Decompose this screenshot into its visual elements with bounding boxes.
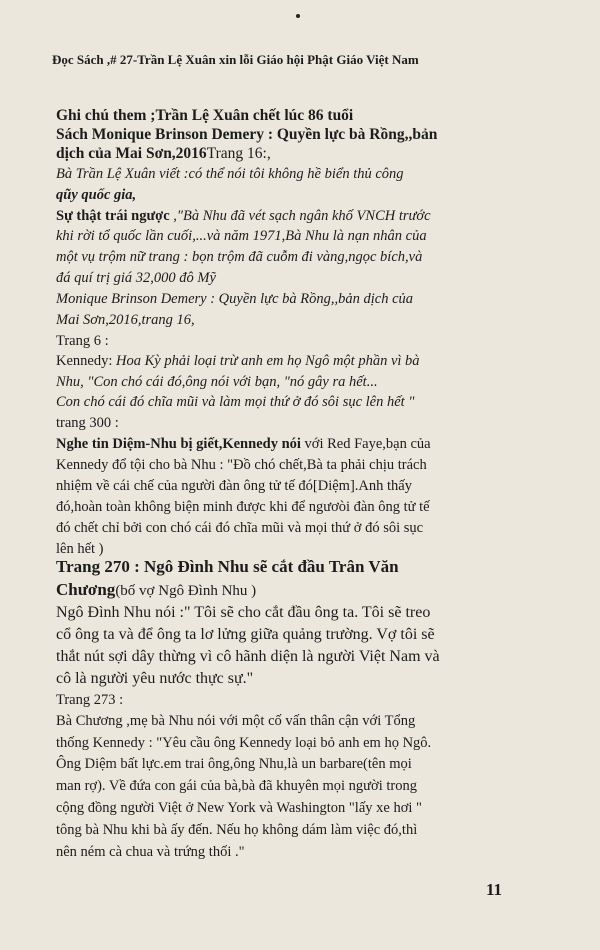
body-line: Ông Diệm bất lực.em trai ông,ông Nhu,là un barbare(tên mọi (56, 756, 412, 772)
body-line: đó,hoàn toàn không biện minh được khi để ngươòi đàn ông tử tế (56, 499, 430, 515)
body-line: đó chết chỉ bởi con chó cái đó chĩa mũi và mọi thứ ở đó sôi sục (56, 520, 424, 536)
note-line: Ghi chú them ;Trần Lệ Xuân chết lúc 86 tuổi (56, 107, 354, 124)
body-line: cổ ông ta và để ông ta lơ lửng giữa quảng trường. Vợ tôi sẽ (56, 626, 435, 643)
body-bold-span: dịch của Mai Sơn,2016 (56, 145, 207, 162)
body-bold-span: Sự thật trái ngược (56, 208, 170, 224)
body-line (56, 353, 560, 370)
body-line: Mai Sơn,2016,trang 16, (56, 312, 195, 328)
body-line: Ngô Đình Nhu nói :" Tôi sẽ cho cắt đầu ông ta. Tôi sẽ treo (56, 604, 431, 621)
body-line: đá quí trị giá 32,000 đô Mỹ (56, 270, 216, 286)
body-italic-span: ,"Bà Nhu đã vét sạch ngân khố VNCH trước (169, 208, 431, 224)
body-span: Trang 16:, (206, 145, 271, 162)
body-line (56, 208, 560, 225)
body-line: Nhu, "Con chó cái đó,ông nói với bạn, "nó gây ra hết... (56, 374, 378, 390)
body-line (56, 145, 560, 163)
body-line: nhiệm về cái chế của người đàn ông tử tế đó[Diệm].Anh thấy (56, 478, 412, 494)
source-line: Sách Monique Brinson Demery : Quyền lực bà Rồng,,bản (56, 126, 438, 143)
body-line: Kennedy đổ tội cho bà Nhu : "Đồ chó chết,Bà ta phải chịu trách (56, 457, 427, 473)
page-dot (296, 14, 300, 18)
section-heading: Trang 270 : Ngô Đình Nhu sẽ cắt đầu Trân Văn (56, 557, 399, 576)
running-header: Đọc Sách ,# 27-Trần Lệ Xuân xin lỗi Giáo hội Phật Giáo Việt Nam (52, 52, 419, 67)
page-reference: Trang 273 : (56, 692, 124, 708)
body-line: khi rời tổ quốc lần cuối,...và năm 1971,Bà Nhu là nạn nhân của (56, 228, 427, 244)
page-number: 11 (486, 880, 503, 899)
page-reference: Trang 6 : (56, 333, 109, 349)
body-bold-span: Nghe tin Diệm-Nhu bị giết,Kennedy nói (56, 436, 301, 452)
page-reference: trang 300 : (56, 415, 119, 431)
body-line: man rợ). Về đứa con gái của bà,bà đã khuyên mọi người trong (56, 778, 417, 794)
body-line: Con chó cái đó chĩa mũi và làm mọi thứ ở đó sôi sục lên hết " (56, 394, 415, 410)
body-bold-span: Chương (56, 580, 116, 599)
body-italic-span: Hoa Kỳ phải loại trừ anh em họ Ngô một phần vì bà (112, 353, 420, 369)
section-heading-cont (56, 580, 560, 600)
body-line (56, 436, 560, 453)
body-span: với Red Faye,bạn của (300, 436, 431, 452)
body-line: thắt nút sợi dây thừng vì cô hãnh diện là người Việt Nam và (56, 648, 440, 665)
body-line: lên hết ) (56, 541, 104, 557)
body-line: nên ném cà chua và trứng thối ." (56, 844, 245, 860)
body-line: một vụ trộm nữ trang : bọn trộm đã cuỗm đi vàng,ngọc bích,và (56, 249, 423, 265)
body-line: qũy quốc gia, (56, 187, 137, 203)
body-span: (bố vợ Ngô Đình Nhu ) (115, 583, 257, 599)
body-line: thống Kennedy : "Yêu cầu ông Kennedy loại bỏ anh em họ Ngô. (56, 735, 432, 751)
body-line: tông bà Nhu khi bà ấy đến. Nếu họ không dám làm việc đó,thì (56, 822, 418, 838)
body-line: cộng đồng người Việt ở New York và Washington "lấy xe hơi " (56, 800, 422, 816)
body-span: Kennedy: (56, 353, 113, 369)
body-line: cô là người yêu nước thực sự." (56, 670, 254, 687)
body-line: Bà Chương ,mẹ bà Nhu nói với một cố vấn thân cận với Tổng (56, 713, 416, 729)
body-line: Bà Trần Lệ Xuân viết :có thể nói tôi không hề biển thủ công (56, 166, 404, 182)
body-line: Monique Brinson Demery : Quyền lực bà Rồng,,bản dịch của (56, 291, 414, 307)
